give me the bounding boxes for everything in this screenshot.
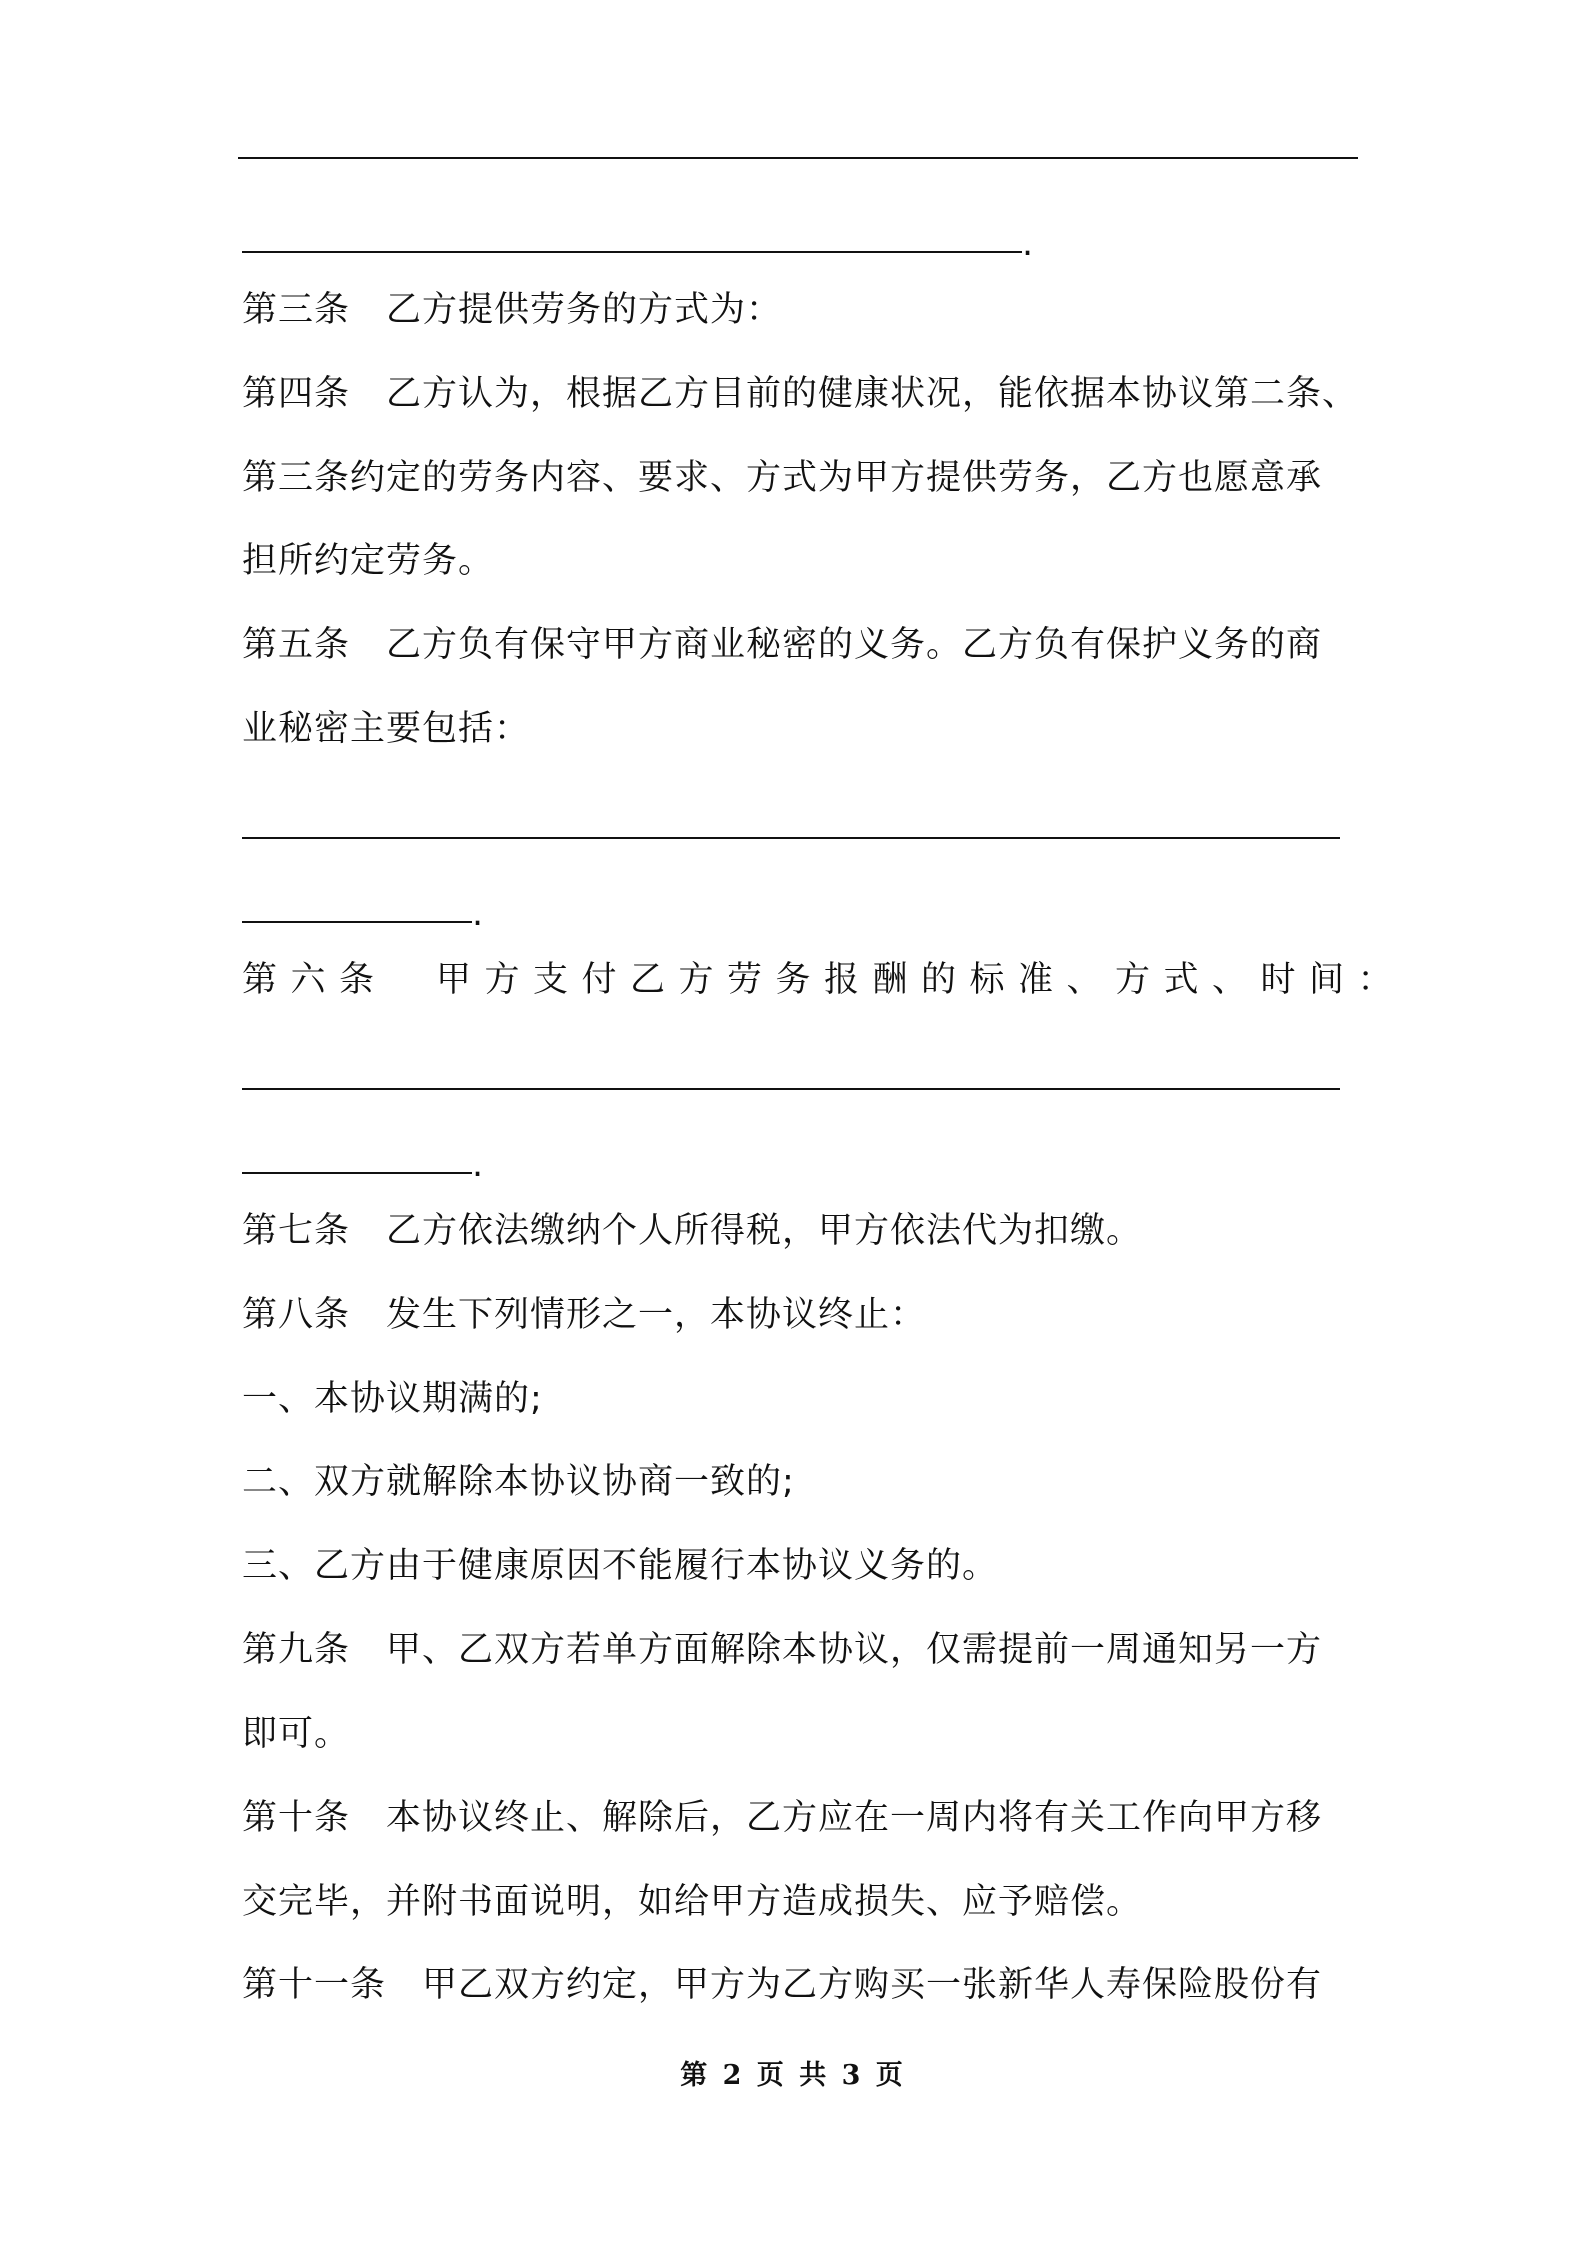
clause-5-line-2: 业秘密主要包括： (242, 709, 531, 749)
clause-4-line-1: 第四条 乙方认为，根据乙方目前的健康状况，能依据本协议第二条、 (242, 374, 1359, 414)
blank-end-mark: . (1022, 224, 1034, 264)
clause-10-line-2: 交完毕，并附书面说明，如给甲方造成损失、应予赔偿。 (242, 1882, 1143, 1922)
clause-9-line-2: 即可。 (242, 1714, 351, 1754)
blank-line-clause6-a (242, 1059, 1340, 1103)
blank-end-mark: . (472, 894, 484, 934)
clause-7-line-1: 第七条 乙方依法缴纳个人所得税，甲方依法代为扣缴。 (242, 1211, 1143, 1251)
blank-line-clause5-b (242, 892, 483, 936)
clause-5-line-1: 第五条 乙方负有保守甲方商业秘密的义务。乙方负有保护义务的商 (242, 625, 1323, 665)
blank-end-mark: . (472, 1145, 484, 1185)
fill-in-blank (242, 921, 472, 923)
clause-8-item-3: 三、乙方由于健康原因不能履行本协议义务的。 (242, 1546, 999, 1586)
blank-line-clause5-a (242, 808, 1340, 852)
clause-8-line-1: 第八条 发生下列情形之一，本协议终止： (242, 1295, 927, 1335)
clause-4-line-3: 担所约定劳务。 (242, 541, 495, 581)
fill-in-blank (242, 251, 1022, 253)
clause-8-item-1: 一、本协议期满的; (242, 1379, 543, 1419)
clause-6-line-1: 第六条 甲方支付乙方劳务报酬的标准、方式、时间： (242, 960, 1407, 1000)
clause-4-line-2: 第三条约定的劳务内容、要求、方式为甲方提供劳务，乙方也愿意承 (242, 458, 1323, 498)
fill-in-blank (242, 1088, 1340, 1090)
clause-8-item-2: 二、双方就解除本协议协商一致的; (242, 1462, 795, 1502)
page-number-footer: 第 2 页 共 3 页 (680, 2060, 906, 2091)
clause-11-line-1: 第十一条 甲乙双方约定，甲方为乙方购买一张新华人寿保险股份有 (242, 1965, 1323, 2005)
fill-in-blank (242, 1172, 472, 1174)
header-rule (238, 157, 1358, 159)
clause-10-line-1: 第十条 本协议终止、解除后，乙方应在一周内将有关工作向甲方移 (242, 1798, 1323, 1838)
clause-3-line-1: 第三条 乙方提供劳务的方式为： (242, 290, 783, 330)
blank-line-clause2-end (242, 222, 1033, 266)
fill-in-blank (242, 837, 1340, 839)
clause-9-line-1: 第九条 甲、乙双方若单方面解除本协议，仅需提前一周通知另一方 (242, 1630, 1323, 1670)
blank-line-clause6-b (242, 1143, 483, 1187)
